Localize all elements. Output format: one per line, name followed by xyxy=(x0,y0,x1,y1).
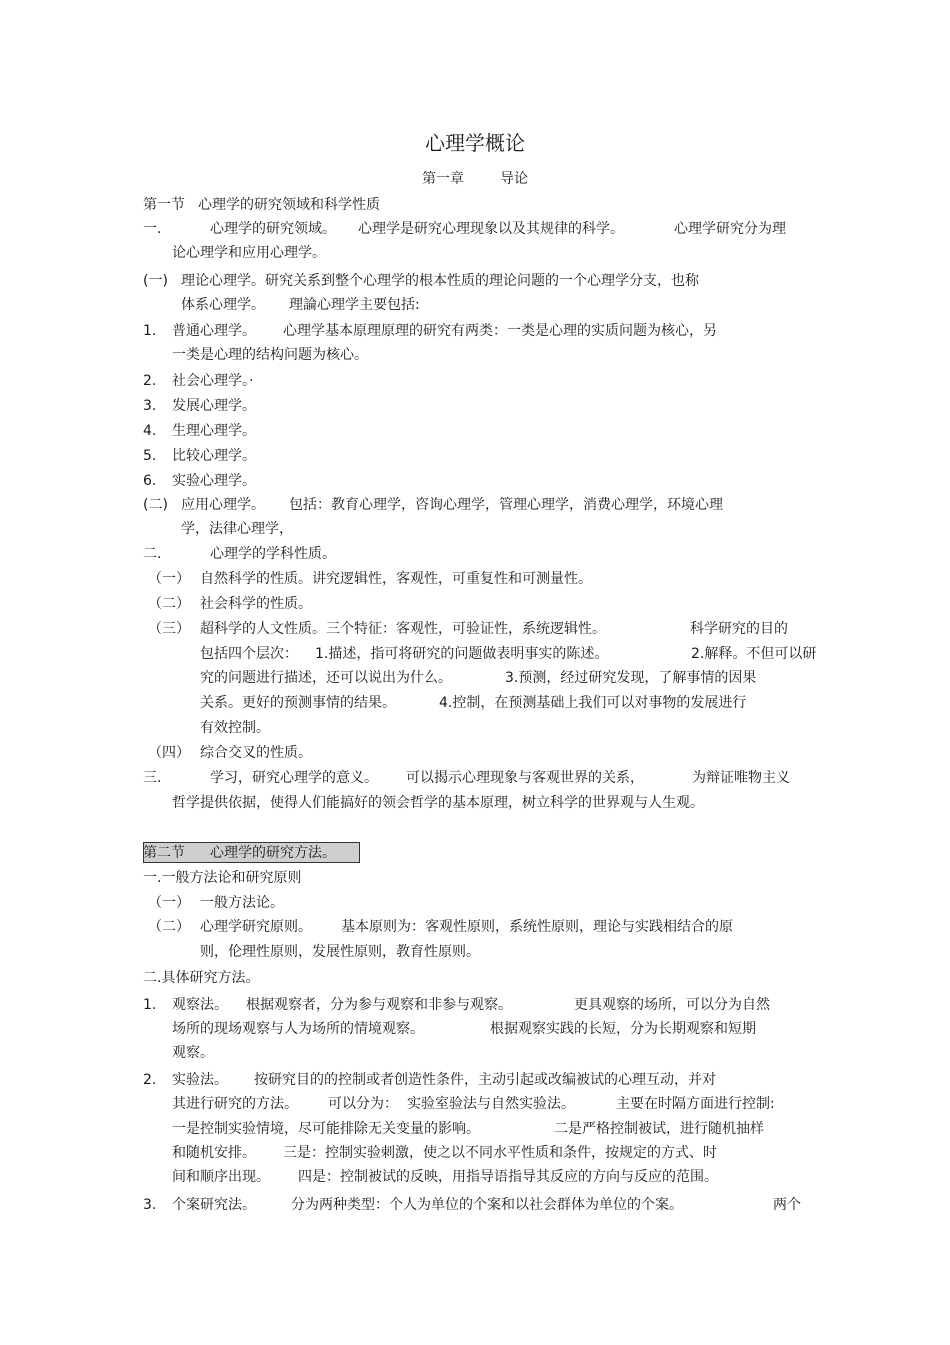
line-text-segment: 实验室验法与自然实验法。 xyxy=(407,1096,575,1112)
line-text: 场所的现场观察与人为场所的情境观察。 xyxy=(172,1021,424,1037)
line-text: 观察。 xyxy=(172,1045,214,1061)
line-text-segment: 主要在时隔方面进行控制: xyxy=(616,1096,775,1112)
line-text-segment: 心理学的研究方法。 xyxy=(210,845,336,861)
line-text-segment: 四是：控制被试的反映，用指导语指导其反应的方向与反应的范围。 xyxy=(298,1169,718,1185)
line-text: （二） xyxy=(148,919,190,935)
line-text-segment: 比较心理学。 xyxy=(172,448,256,464)
line-text: 体系心理学。 xyxy=(181,297,265,313)
line-text-segment: 按研究目的的控制或者创造性条件，主动引起或改编被试的心理互动，并对 xyxy=(254,1072,716,1088)
line-text-segment: 发展心理学。 xyxy=(172,398,256,414)
line-text-segment: 一般方法论。 xyxy=(200,895,284,911)
line-text: 5. xyxy=(143,448,157,464)
line-text-segment: 基本原则为：客观性原则，系统性原则，理论与实践相结合的原 xyxy=(341,919,733,935)
line-text: 一是控制实验情境，尽可能排除无关变量的影响。 xyxy=(172,1121,480,1137)
line-text: 第一节 xyxy=(143,197,185,213)
line-text: 其进行研究的方法。 xyxy=(172,1096,298,1112)
line-text-segment: 普通心理学。 xyxy=(172,323,256,339)
line-text-segment: 生理心理学。 xyxy=(172,423,256,439)
line-text-segment: 分为两种类型：个人为单位的个案和以社会群体为单位的个案。 xyxy=(291,1197,683,1213)
line-text: 第二节 xyxy=(143,845,185,861)
line-text: 一. xyxy=(143,221,162,237)
line-text-segment: 社会科学的性质。 xyxy=(200,596,312,612)
line-text: 有效控制。 xyxy=(200,720,270,736)
line-text: 和随机安排。 xyxy=(172,1145,256,1161)
line-text-segment: 可以揭示心理现象与客观世界的关系， xyxy=(406,770,644,786)
line-text-segment: 1.描述，指可将研究的问题做表明事实的陈述。 xyxy=(315,646,609,662)
chapter-number: 第一章 xyxy=(422,171,464,187)
line-text-segment: 实验法。 xyxy=(172,1072,228,1088)
line-text-segment: 学习，研究心理学的意义。 xyxy=(210,770,378,786)
line-text-segment: 科学研究的目的 xyxy=(690,621,788,637)
line-text-segment: 个案研究法。 xyxy=(172,1197,256,1213)
line-text-segment: 心理学的研究领域和科学性质 xyxy=(198,197,380,213)
line-text: 论心理学和应用心理学。 xyxy=(172,245,326,261)
line-text-segment: 自然科学的性质。讲究逻辑性，客观性，可重复性和可测量性。 xyxy=(200,571,592,587)
line-text: 1. xyxy=(143,997,157,1013)
line-text: 一.一般方法论和研究原则 xyxy=(143,870,302,886)
line-text: 学，法律心理学， xyxy=(181,521,293,537)
line-text: 2. xyxy=(143,1072,157,1088)
line-text: 2. xyxy=(143,373,157,389)
line-text: 二. xyxy=(143,546,162,562)
line-text: 6. xyxy=(143,473,157,489)
line-text: 关系。更好的预测事情的结果。 xyxy=(200,695,396,711)
line-text-segment: 3.预测，经过研究发现，了解事情的因果 xyxy=(505,670,757,686)
line-text: 1. xyxy=(143,323,157,339)
line-text-segment: 三是：控制实验刺激，使之以不同水平性质和条件，按规定的方式、时 xyxy=(283,1145,717,1161)
line-text-segment: 观察法。 xyxy=(172,997,228,1013)
line-text-segment: 超科学的人文性质。三个特征：客观性，可验证性，系统逻辑性。 xyxy=(200,621,606,637)
line-text: （三） xyxy=(148,621,190,637)
line-text: （一） xyxy=(148,571,190,587)
line-text: (一) xyxy=(143,273,168,289)
line-text-segment: 心理学研究分为理 xyxy=(674,221,786,237)
line-text: 究的问题进行描述，还可以说出为什么。 xyxy=(200,670,452,686)
line-text-segment: 可以分为： xyxy=(328,1096,398,1112)
line-text-segment: 二是严格控制被试，进行随机抽样 xyxy=(554,1121,764,1137)
line-text: （二） xyxy=(148,596,190,612)
line-text-segment: 4.控制，在预测基础上我们可以对事物的发展进行 xyxy=(439,695,747,711)
document-title: 心理学概论 xyxy=(425,131,525,155)
line-text: （一） xyxy=(148,895,190,911)
line-text-segment: 心理学基本原理原理的研究有两类：一类是心理的实质问题为核心，另 xyxy=(283,323,717,339)
line-text-segment: 包括：教育心理学，咨询心理学，管理心理学，消费心理学，环境心理 xyxy=(289,497,723,513)
line-text-segment: 理论心理学。研究关系到整个心理学的根本性质的理论问题的一个心理学分支，也称 xyxy=(181,273,699,289)
line-text: 二.具体研究方法。 xyxy=(143,970,260,986)
line-text-segment: 综合交叉的性质。 xyxy=(200,745,312,761)
chapter-heading xyxy=(0,170,950,188)
line-text-segment: 实验心理学。 xyxy=(172,473,256,489)
line-text-segment: 为辩证唯物主义 xyxy=(692,770,790,786)
line-text: 一类是心理的结构问题为核心。 xyxy=(172,347,368,363)
line-text: 间和顺序出现。 xyxy=(172,1169,270,1185)
line-text: 三. xyxy=(143,770,162,786)
line-text-segment: 根据观察实践的长短，分为长期观察和短期 xyxy=(490,1021,756,1037)
line-text: 3. xyxy=(143,398,157,414)
line-text-segment: 更具观察的场所，可以分为自然 xyxy=(574,997,770,1013)
line-text-segment: 社会心理学。· xyxy=(172,373,254,389)
line-text: 哲学提供依据，使得人们能搞好的领会哲学的基本原理，树立科学的世界观与人生观。 xyxy=(172,795,704,811)
chapter-name: 导论 xyxy=(500,171,528,187)
line-text: 3. xyxy=(143,1197,157,1213)
line-text-segment: 心理学的学科性质。 xyxy=(210,546,336,562)
line-text-segment: 根据观察者，分为参与观察和非参与观察。 xyxy=(246,997,512,1013)
line-text-segment: 理論心理学主要包括: xyxy=(289,297,420,313)
line-text-segment: 心理学的研究领域。 xyxy=(210,221,336,237)
line-text-segment: 应用心理学。 xyxy=(181,497,265,513)
line-text: 则，伦理性原则，发展性原则，教育性原则。 xyxy=(200,944,480,960)
line-text-segment: 心理学研究原则。 xyxy=(200,919,312,935)
line-text-segment: 心理学是研究心理现象以及其规律的科学。 xyxy=(358,221,624,237)
line-text: 4. xyxy=(143,423,157,439)
line-text-segment: 两个 xyxy=(773,1197,801,1213)
line-text: 包括四个层次： xyxy=(200,646,298,662)
line-text: (二) xyxy=(143,497,168,513)
line-text-segment: 2.解释。不但可以研 xyxy=(691,646,817,662)
line-text: （四） xyxy=(148,745,190,761)
